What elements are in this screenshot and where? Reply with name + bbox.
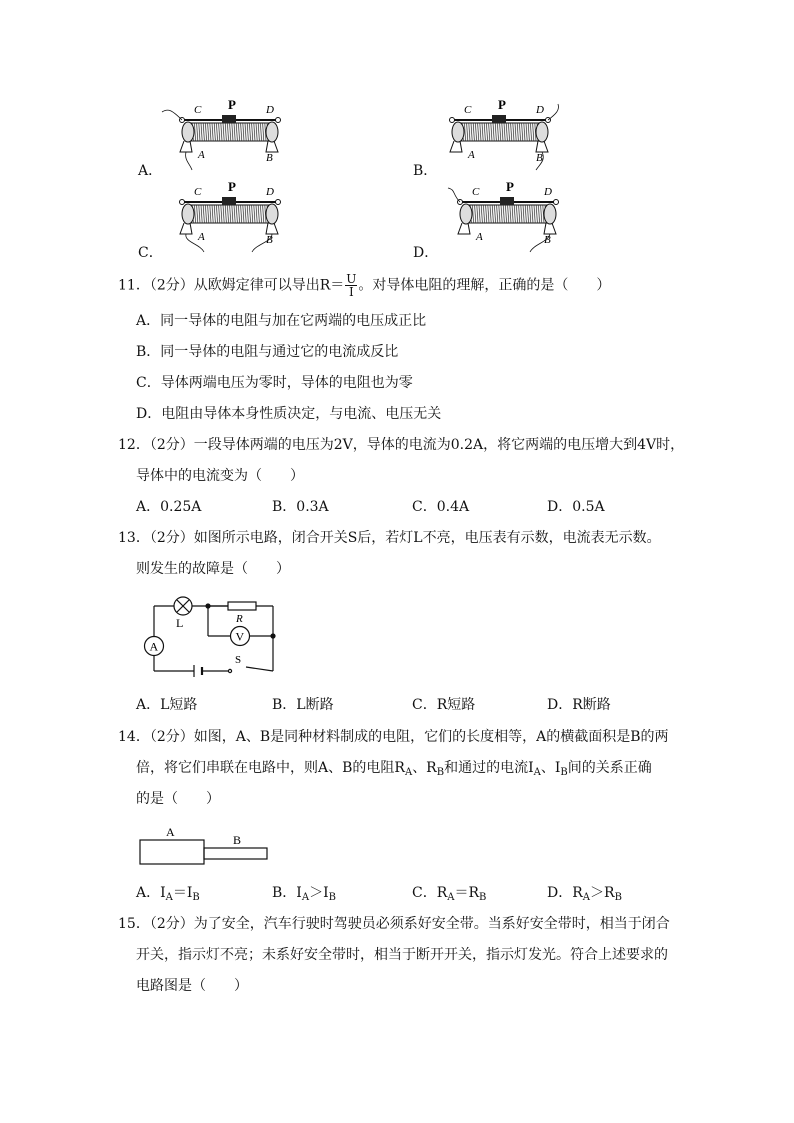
slider-p-label: P bbox=[506, 179, 514, 194]
q13-option-d[interactable]: D．R断路 bbox=[547, 697, 611, 713]
q11-option-d[interactable]: D．电阻由导体本身性质决定，与电流、电压无关 bbox=[136, 406, 442, 422]
rod-a-label: A bbox=[166, 825, 175, 839]
q12-option-c[interactable]: C．0.4A bbox=[412, 499, 470, 515]
terminal-b-label: B bbox=[536, 152, 543, 164]
rheostat-figure-b bbox=[430, 98, 560, 168]
rheostat-figure-d bbox=[438, 180, 568, 250]
option-label[interactable]: C． bbox=[138, 245, 163, 261]
terminal-d-label: D bbox=[536, 104, 544, 116]
q13-option-b[interactable]: B．L断路 bbox=[272, 697, 334, 713]
terminal-b-label: B bbox=[544, 234, 551, 246]
q12-stem-line2: 导体中的电流变为（ ） bbox=[136, 468, 304, 484]
q13-option-c[interactable]: C．R短路 bbox=[412, 697, 476, 713]
q14-stem-line3: 的是（ ） bbox=[136, 791, 220, 807]
q14-option-d[interactable]: D．$R_A>R_B$ bbox=[547, 885, 622, 903]
terminal-d-label: D bbox=[266, 104, 274, 116]
q13-circuit-diagram bbox=[136, 592, 286, 682]
rheostat-figure-a bbox=[160, 98, 290, 168]
option-label[interactable]: B． bbox=[413, 163, 438, 179]
q14-resistor-figure bbox=[136, 822, 276, 872]
q13-option-a[interactable]: A．L短路 bbox=[136, 697, 198, 713]
q14-stem-line1: 14．（2分）如图，A、B是同种材料制成的电阻，它们的长度相等，A的横截面积是B的两 bbox=[118, 729, 669, 745]
terminal-c-label: C bbox=[194, 186, 202, 198]
terminal-a-label: A bbox=[476, 231, 483, 243]
rheostat-figure-c bbox=[160, 180, 290, 250]
q13-stem-line1: 13．（2分）如图所示电路，闭合开关S后，若灯L不亮，电压表有示数，电流表无示数。 bbox=[118, 530, 661, 546]
terminal-a-label: A bbox=[198, 149, 205, 161]
q11-stem: 11．（2分）从欧姆定律可以导出R＝ $\frac{U}{I}$ 。对导体电阻的理解，正确的是（ ） bbox=[118, 272, 611, 299]
q15-stem-line2: 开关，指示灯不亮；未系好安全带时，相当于断开开关，指示灯发光。符合上述要求的 bbox=[136, 947, 668, 963]
ammeter-label: A bbox=[149, 639, 159, 654]
terminal-a-label: A bbox=[468, 149, 475, 161]
q12-option-a[interactable]: A．0.25A bbox=[136, 499, 202, 515]
option-label[interactable]: A． bbox=[138, 163, 163, 179]
lamp-label: L bbox=[176, 616, 184, 630]
q14-option-a[interactable]: A．$I_A=I_B$ bbox=[136, 885, 200, 903]
q12-option-d[interactable]: D．0.5A bbox=[547, 499, 605, 515]
terminal-a-label: A bbox=[198, 231, 205, 243]
terminal-d-label: D bbox=[544, 186, 552, 198]
terminal-d-label: D bbox=[266, 186, 274, 198]
terminal-c-label: C bbox=[472, 186, 480, 198]
slider-p-label: P bbox=[228, 97, 236, 112]
slider-p-label: P bbox=[228, 179, 236, 194]
terminal-c-label: C bbox=[194, 104, 202, 116]
q14-option-c[interactable]: C．$R_A=R_B$ bbox=[412, 885, 487, 903]
slider-p-label: P bbox=[498, 97, 506, 112]
q12-option-b[interactable]: B．0.3A bbox=[272, 499, 329, 515]
fraction-u-over-i: $\frac{U}{I}$ bbox=[346, 272, 357, 299]
q11-option-c[interactable]: C．导体两端电压为零时，导体的电阻也为零 bbox=[136, 375, 413, 391]
q13-stem-line2: 则发生的故障是（ ） bbox=[136, 561, 290, 577]
terminal-b-label: B bbox=[266, 234, 273, 246]
q11-option-b[interactable]: B．同一导体的电阻与通过它的电流成反比 bbox=[136, 344, 399, 360]
switch-label: S bbox=[235, 654, 242, 666]
q11-option-a[interactable]: A．同一导体的电阻与加在它两端的电压成正比 bbox=[136, 313, 427, 329]
option-label[interactable]: D． bbox=[413, 245, 439, 261]
resistor-label: R bbox=[236, 613, 243, 625]
rod-b-label: B bbox=[233, 833, 242, 847]
voltmeter-label: V bbox=[235, 629, 245, 644]
q12-stem-line1: 12．（2分）一段导体两端的电压为2V，导体的电流为0.2A，将它两端的电压增大到4V时， bbox=[118, 437, 685, 453]
q14-stem-line2: 倍，将它们串联在电路中，则A、B的电阻$R_A$、$R_B$和通过的电流$I_A$、$I_B$间的关系正确 bbox=[136, 760, 652, 778]
q15-stem-line3: 电路图是（ ） bbox=[136, 978, 248, 994]
terminal-b-label: B bbox=[266, 152, 273, 164]
q15-stem-line1: 15．（2分）为了安全，汽车行驶时驾驶员必须系好安全带。当系好安全带时，相当于闭合 bbox=[118, 916, 670, 932]
q14-option-b[interactable]: B．$I_A>I_B$ bbox=[272, 885, 336, 903]
terminal-c-label: C bbox=[464, 104, 472, 116]
